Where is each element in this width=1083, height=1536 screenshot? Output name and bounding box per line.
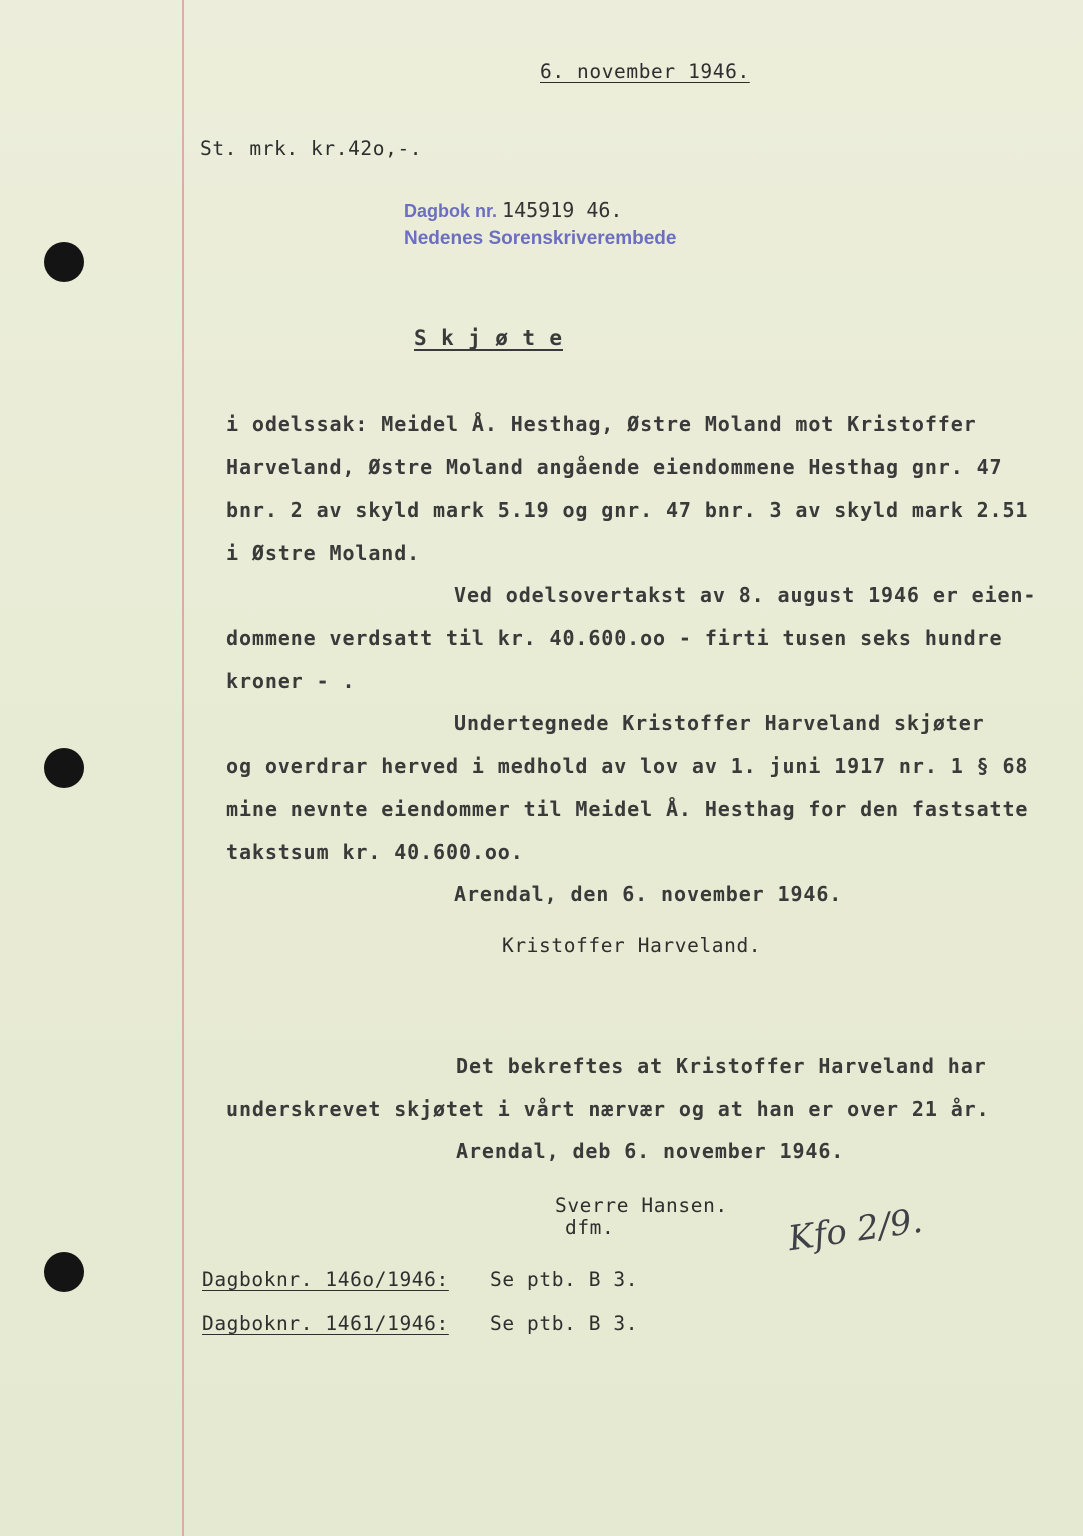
body-line: mine nevnte eiendommer til Meidel Å. Hesthag for den fastsatte xyxy=(226,797,1029,821)
document-title: S k j ø t e xyxy=(414,326,563,350)
body-line: Ved odelsovertakst av 8. august 1946 er eien- xyxy=(454,583,1037,607)
registry-stamp-line2: Nedenes Sorenskriverembede xyxy=(404,228,677,249)
body-line: Harveland, Østre Moland angående eiendommene Hesthag gnr. 47 xyxy=(226,455,1003,479)
punch-hole-icon xyxy=(44,242,84,282)
punch-hole-icon xyxy=(44,1252,84,1292)
entry-label: Dagboknr. 1461/1946: xyxy=(202,1312,449,1335)
body-line: dommene verdsatt til kr. 40.600.oo - firti tusen seks hundre xyxy=(226,626,1003,650)
registry-stamp-line1 xyxy=(404,198,622,222)
stamp-duty: St. mrk. kr.42o,-. xyxy=(200,137,423,160)
witness-name: Sverre Hansen. xyxy=(555,1194,728,1217)
body-line: bnr. 2 av skyld mark 5.19 og gnr. 47 bnr. 3 av skyld mark 2.51 xyxy=(226,498,1029,522)
stamp-prefix: Dagbok nr. xyxy=(404,201,498,221)
body-line: kroner - . xyxy=(226,669,356,693)
entry-ref: Se ptb. B 3. xyxy=(490,1312,639,1335)
seller-signature: Kristoffer Harveland. xyxy=(502,934,762,957)
body-line: i odelssak: Meidel Å. Hesthag, Østre Moland mot Kristoffer xyxy=(226,412,977,436)
margin-line xyxy=(182,0,184,1536)
body-line: takstsum kr. 40.600.oo. xyxy=(226,840,524,864)
entry-label: Dagboknr. 146o/1946: xyxy=(202,1268,449,1291)
stamp-number: 1459 xyxy=(502,198,551,222)
body-line: Undertegnede Kristoffer Harveland skjøter xyxy=(454,711,985,735)
body-line: i Østre Moland. xyxy=(226,541,421,565)
stamp-year: 19 46. xyxy=(550,198,623,222)
attestation-place-date: Arendal, deb 6. november 1946. xyxy=(456,1139,845,1163)
handwritten-initials: Kfo 2/9. xyxy=(785,1200,925,1260)
place-date: Arendal, den 6. november 1946. xyxy=(454,882,843,906)
document-date: 6. november 1946. xyxy=(540,60,750,83)
body-line: og overdrar herved i medhold av lov av 1. juni 1917 nr. 1 § 68 xyxy=(226,754,1029,778)
entry-ref: Se ptb. B 3. xyxy=(490,1268,639,1291)
witness-title: dfm. xyxy=(565,1216,615,1239)
attestation-line: Det bekreftes at Kristoffer Harveland har xyxy=(456,1054,987,1078)
attestation-line: underskrevet skjøtet i vårt nærvær og at han er over 21 år. xyxy=(226,1097,990,1121)
punch-hole-icon xyxy=(44,748,84,788)
